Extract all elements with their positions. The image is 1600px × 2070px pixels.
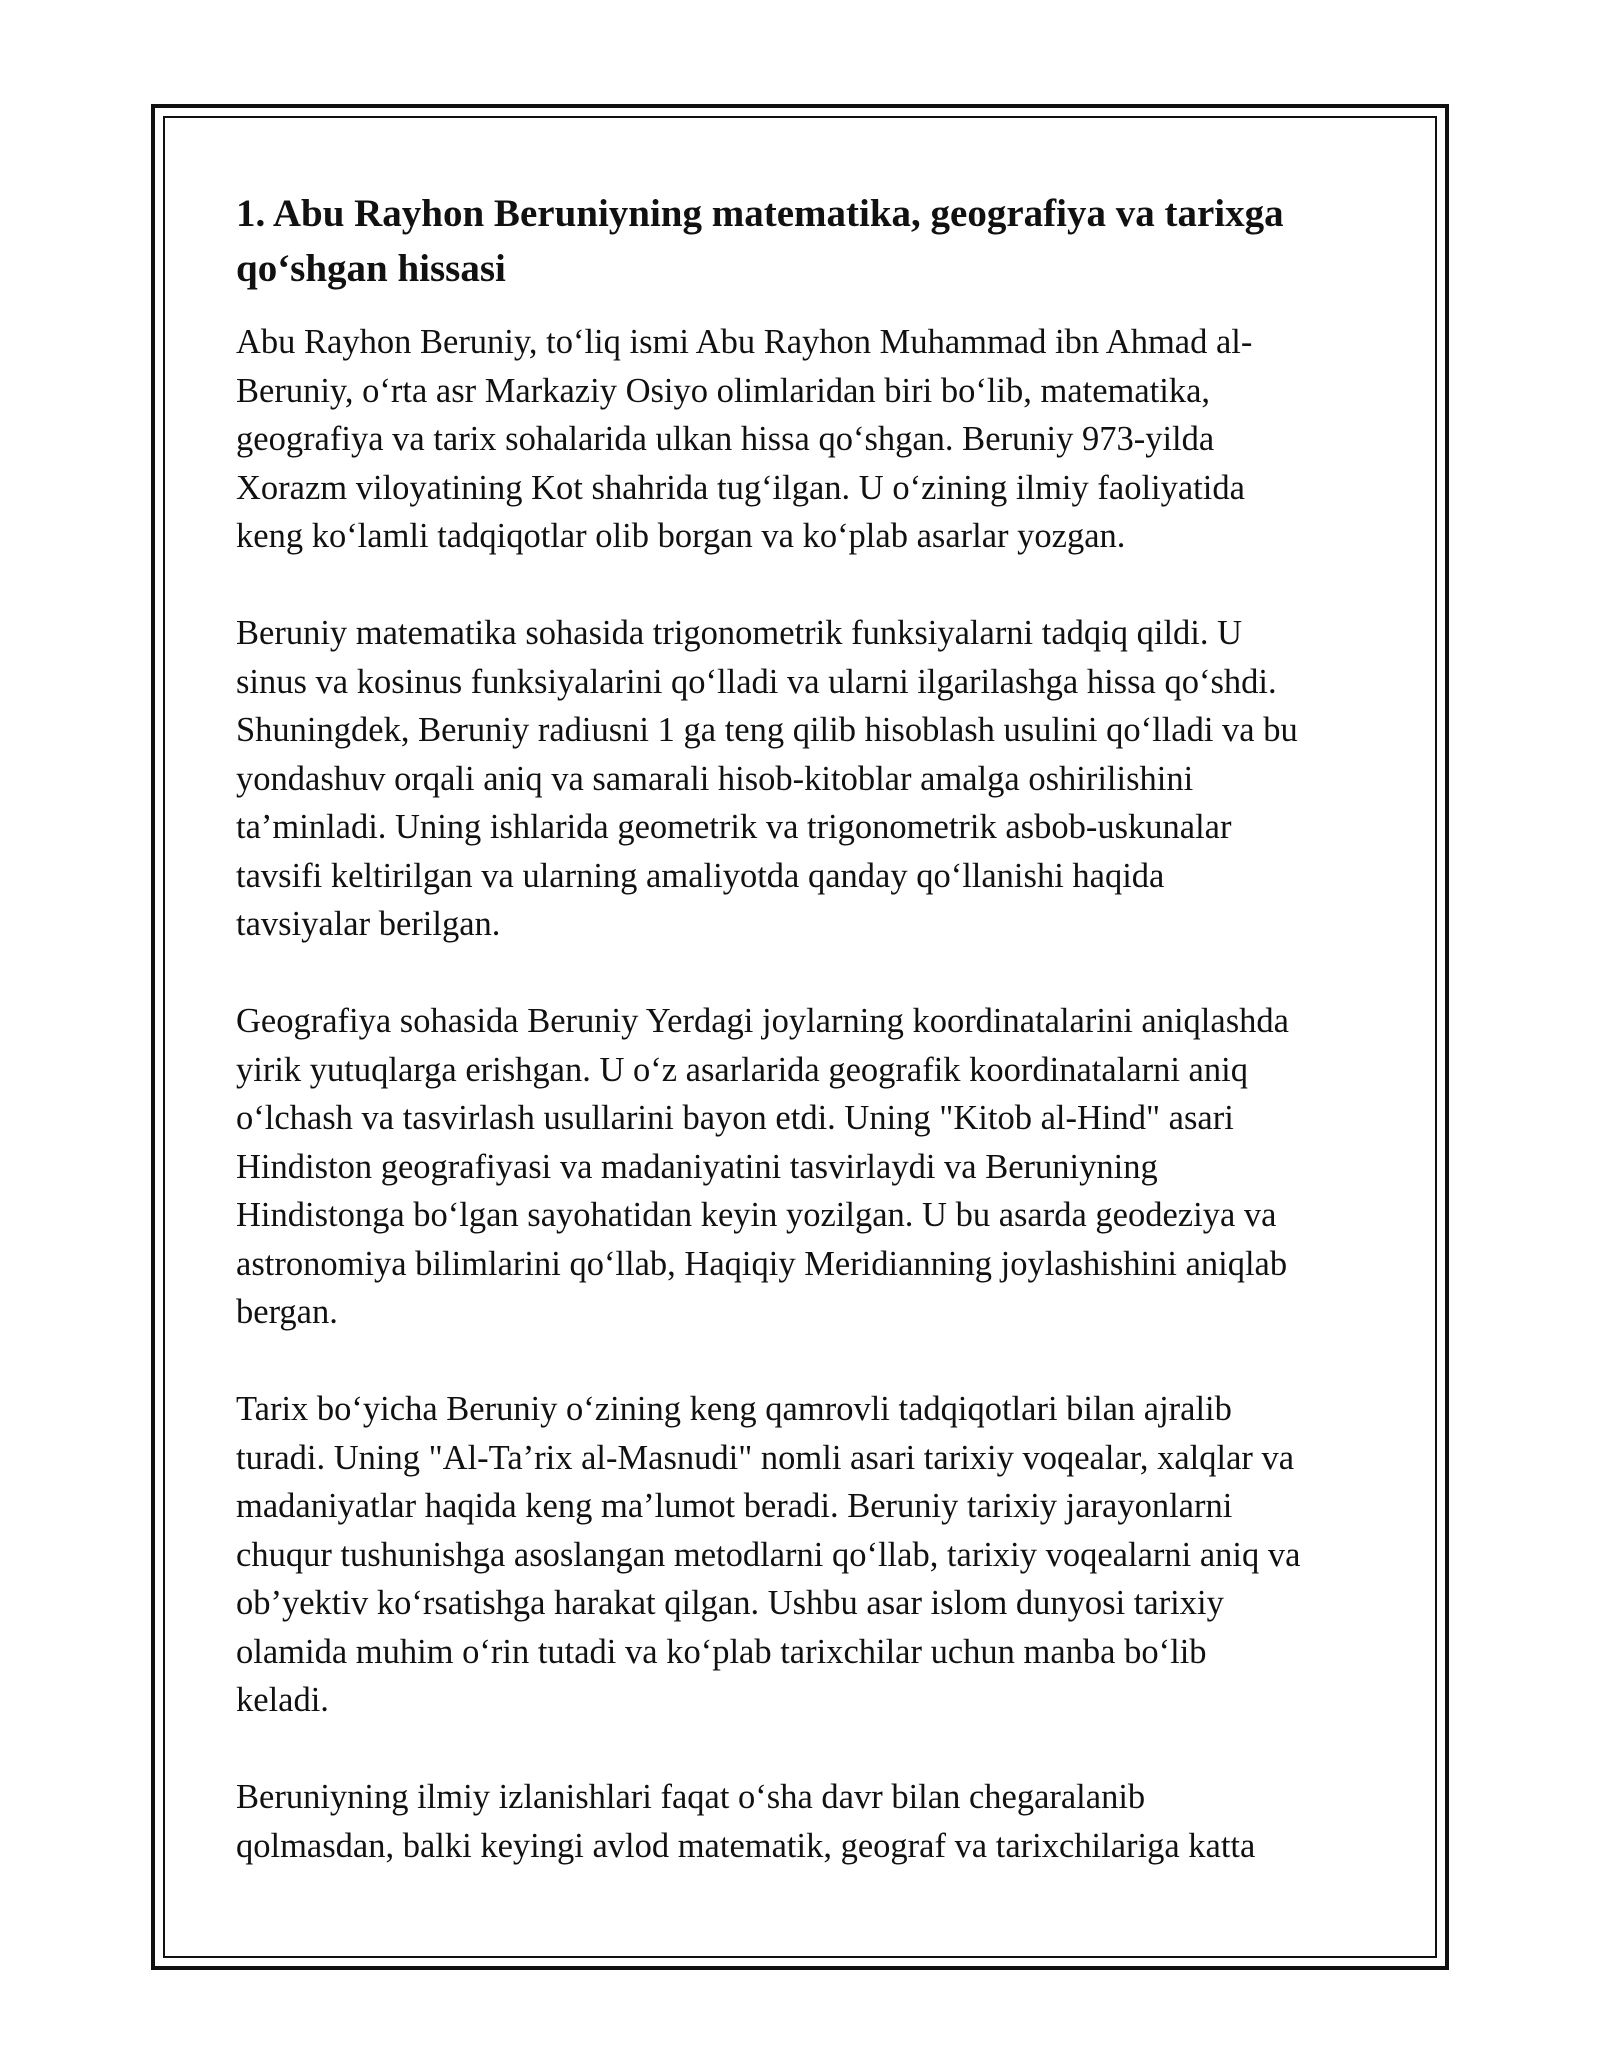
paragraph-line: ob’yektiv ko‘rsatishga harakat qilgan. Ushbu asar islom dunyosi tarixiy: [236, 1584, 1224, 1622]
paragraph-line: ta’minladi. Uning ishlarida geometrik va trigonometrik asbob-uskunalar: [236, 808, 1232, 846]
document-body: [236, 186, 1376, 1919]
paragraph-line: geografiya va tarix sohalarida ulkan hissa qo‘shgan. Beruniy 973-yilda: [236, 420, 1215, 458]
paragraph-line: yirik yutuqlarga erishgan. U o‘z asarlarida geografik koordinatalarni aniq: [236, 1050, 1248, 1089]
paragraph-line: chuqur tushunishga asoslangan metodlarni qo‘llab, tarixiy voqealarni aniq va: [236, 1535, 1301, 1574]
paragraph-line: Xorazm viloyatining Kot shahrida tug‘ilgan. U o‘zining ilmiy faoliyatida: [236, 468, 1245, 507]
paragraph-line: Beruniy matematika sohasida trigonometrik funksiyalarni tadqiq qildi. U: [236, 614, 1243, 652]
paragraph-line: turadi. Uning "Al-Ta’rix al-Masnudi" nomli asari tarixiy voqealar, xalqlar va: [236, 1438, 1295, 1477]
paragraph-line: yondashuv orqali aniq va samarali hisob-kitoblar amalga oshirilishini: [236, 759, 1194, 798]
paragraph: [236, 1385, 1376, 1725]
paragraph-line: Abu Rayhon Beruniy, to‘liq ismi Abu Rayhon Muhammad ibn Ahmad al-: [236, 323, 1253, 361]
section-heading: 1. Abu Rayhon Beruniyning matematika, geografiya va tarixga qo‘shgan hissasi: [236, 192, 1284, 290]
paragraphs: [236, 318, 1376, 1870]
paragraph-line: Shuningdek, Beruniy radiusni 1 ga teng qilib hisoblash usulini qo‘lladi va bu: [236, 711, 1298, 749]
paragraph-line: Hindiston geografiyasi va madaniyatini tasvirlaydi va Beruniyning: [236, 1147, 1158, 1186]
paragraph-line: keladi.: [236, 1681, 329, 1719]
paragraph-line: Geografiya sohasida Beruniy Yerdagi joylarning koordinatalarini aniqlashda: [236, 1002, 1289, 1040]
paragraph-line: tavsifi keltirilgan va ularning amaliyotda qanday qo‘llanishi haqida: [236, 856, 1165, 895]
paragraph: [236, 1773, 1376, 1870]
paragraph-line: o‘lchash va tasvirlash usullarini bayon etdi. Uning "Kitob al-Hind" asari: [236, 1099, 1234, 1137]
paragraph: [236, 318, 1376, 561]
paragraph-line: olamida muhim o‘rin tutadi va ko‘plab tarixchilar uchun manba bo‘lib: [236, 1632, 1207, 1671]
paragraph: [236, 997, 1376, 1337]
paragraph-line: sinus va kosinus funksiyalarini qo‘lladi va ularni ilgarilashga hissa qo‘shdi.: [236, 662, 1277, 701]
paragraph-line: qolmasdan, balki keyingi avlod matematik, geograf va tarixchilariga katta: [236, 1826, 1256, 1865]
paragraph-line: Beruniyning ilmiy izlanishlari faqat o‘sha davr bilan chegaralanib: [236, 1778, 1146, 1816]
paragraph-line: bergan.: [236, 1293, 338, 1331]
paragraph-line: Hindistonga bo‘lgan sayohatidan keyin yozilgan. U bu asarda geodeziya va: [236, 1196, 1277, 1234]
paragraph-line: Tarix bo‘yicha Beruniy o‘zining keng qamrovli tadqiqotlari bilan ajralib: [236, 1390, 1232, 1428]
paragraph-line: tavsiyalar berilgan.: [236, 905, 501, 943]
paragraph-line: madaniyatlar haqida keng ma’lumot beradi. Beruniy tarixiy jarayonlarni: [236, 1487, 1233, 1525]
paragraph-line: Beruniy, o‘rta asr Markaziy Osiyo olimlaridan biri bo‘lib, matematika,: [236, 371, 1211, 410]
paragraph-line: keng ko‘lamli tadqiqotlar olib borgan va ko‘plab asarlar yozgan.: [236, 517, 1126, 555]
paragraph: [236, 609, 1376, 949]
paragraph-line: astronomiya bilimlarini qo‘llab, Haqiqiy Meridianning joylashishini aniqlab: [236, 1244, 1288, 1283]
